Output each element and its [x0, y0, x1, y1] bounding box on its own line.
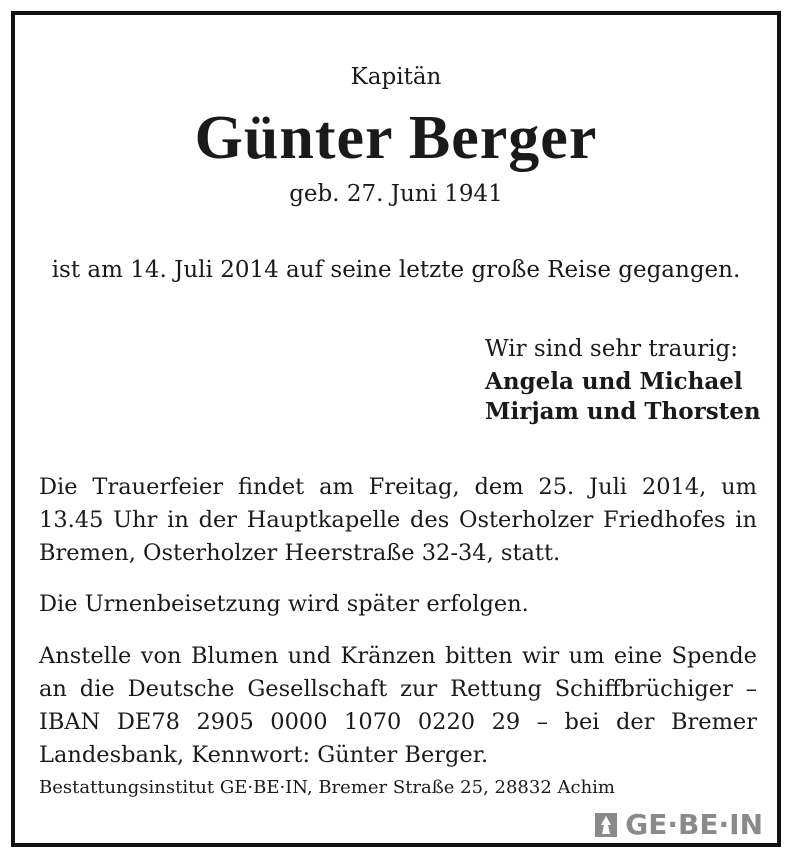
- mourners-block: [485, 331, 761, 427]
- donation-paragraph: Anstelle von Blumen und Kränzen bitten wir um eine Spende an die Deutsche Gesellschaft zur Rettung Schiffbrüchiger – IBAN DE78 2905 0000 1070 0220 29 – bei der Bremer Landesbank, Kennwort: Günter Berger.: [39, 643, 757, 768]
- angel-icon: [593, 811, 619, 839]
- passing-statement: ist am 14. Juli 2014 auf seine letzte große Reise gegangen.: [51, 257, 741, 283]
- urn-burial-paragraph: Die Urnenbeisetzung wird später erfolgen.: [39, 591, 529, 617]
- title-rank: Kapitän: [350, 64, 442, 90]
- funeral-service-paragraph: Die Trauerfeier findet am Freitag, dem 25. Juli 2014, um 13.45 Uhr in der Hauptkapelle des Osterholzer Friedhofes in Bremen, Osterholzer Heerstraße 32-34, statt.: [39, 474, 757, 566]
- obituary-card: [11, 11, 781, 847]
- funeral-home-info: Bestattungsinstitut GE·BE·IN, Bremer Straße 25, 28832 Achim: [39, 777, 615, 798]
- mourner-name: Angela und Michael: [485, 368, 743, 395]
- funeral-home-logo: [593, 808, 763, 841]
- mourners-intro: Wir sind sehr traurig:: [485, 336, 739, 362]
- mourner-name: Mirjam und Thorsten: [485, 398, 761, 425]
- logo-text: GE·BE·IN: [625, 808, 763, 841]
- birth-date: geb. 27. Juni 1941: [289, 181, 503, 207]
- deceased-name: Günter Berger: [194, 104, 598, 172]
